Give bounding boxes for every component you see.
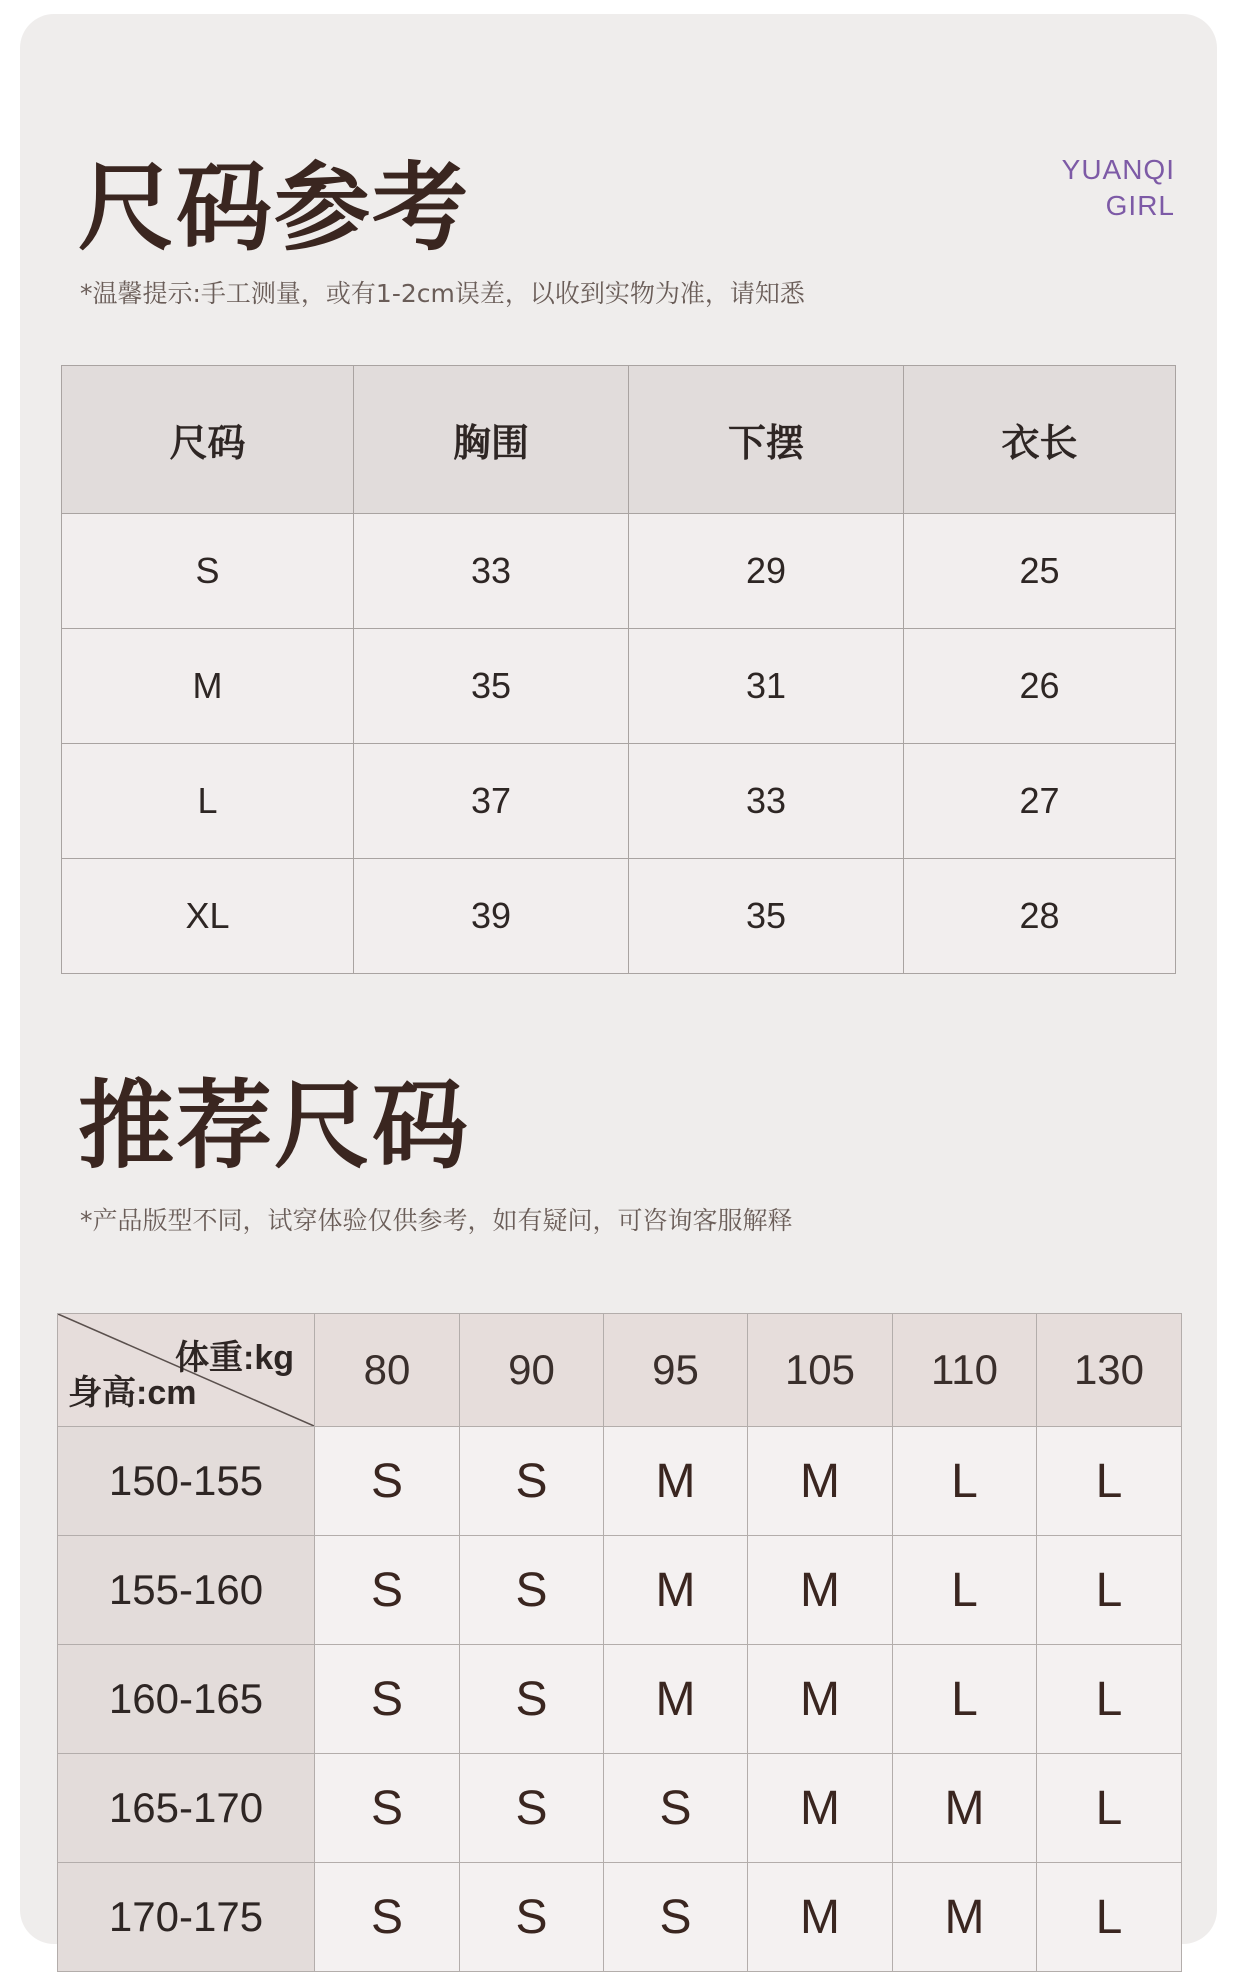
recommended-size-cell: S [315,1754,460,1863]
chest-cell: 39 [354,859,629,974]
height-range-cell: 150-155 [58,1427,315,1536]
chest-cell: 35 [354,629,629,744]
size-cell: XL [62,859,354,974]
chest-col-header: 胸围 [354,366,629,514]
length-cell: 28 [904,859,1176,974]
height-axis-label: 身高:cm [68,1374,197,1412]
recommended-size-cell: L [1037,1427,1182,1536]
recommended-size-cell: M [604,1427,748,1536]
weight-header: 105 [748,1314,893,1427]
hem-cell: 33 [629,744,904,859]
chest-cell: 37 [354,744,629,859]
recommend-table [57,1313,1182,1972]
weight-axis-label: 体重:kg [175,1339,294,1377]
recommended-size-cell: S [460,1536,604,1645]
height-range-cell: 160-165 [58,1645,315,1754]
recommended-size-cell: S [315,1645,460,1754]
recommended-size-cell: M [893,1754,1037,1863]
recommended-size-cell: L [1037,1645,1182,1754]
recommend-table-row [58,1427,1182,1536]
length-cell: 25 [904,514,1176,629]
hem-cell: 35 [629,859,904,974]
recommend-table-row [58,1863,1182,1972]
recommend-table-row [58,1754,1182,1863]
weight-header: 80 [315,1314,460,1427]
recommended-size-cell: L [1037,1863,1182,1972]
recommend-size-title: 推荐尺码 [78,1070,470,1182]
recommended-size-cell: L [893,1645,1037,1754]
recommended-size-cell: S [604,1754,748,1863]
size-col-header: 尺码 [62,366,354,514]
weight-header: 90 [460,1314,604,1427]
corner-cell [58,1314,315,1427]
size-reference-title: 尺码参考 [78,152,470,264]
recommended-size-cell: S [604,1863,748,1972]
hem-col-header: 下摆 [629,366,904,514]
recommended-size-cell: S [460,1427,604,1536]
weight-header: 95 [604,1314,748,1427]
length-col-header: 衣长 [904,366,1176,514]
recommended-size-cell: M [748,1754,893,1863]
size-table [61,365,1176,974]
brand-logo [1062,152,1175,224]
hem-cell: 31 [629,629,904,744]
chest-cell: 33 [354,514,629,629]
recommended-size-cell: M [748,1645,893,1754]
size-table-row [62,859,1176,974]
length-cell: 26 [904,629,1176,744]
recommended-size-cell: M [604,1536,748,1645]
recommended-size-cell: L [893,1536,1037,1645]
size-table-row [62,744,1176,859]
weight-header: 110 [893,1314,1037,1427]
weight-header: 130 [1037,1314,1182,1427]
recommended-size-cell: S [460,1863,604,1972]
brand-line-1: YUANQI [1061,154,1175,185]
recommended-size-cell: L [1037,1754,1182,1863]
recommended-size-cell: M [604,1645,748,1754]
recommended-size-cell: M [748,1863,893,1972]
recommended-size-cell: S [315,1427,460,1536]
size-table-row [62,629,1176,744]
recommended-size-cell: S [460,1645,604,1754]
size-cell: L [62,744,354,859]
length-cell: 27 [904,744,1176,859]
recommended-size-cell: S [460,1754,604,1863]
size-cell: S [62,514,354,629]
size-table-row [62,514,1176,629]
height-range-cell: 155-160 [58,1536,315,1645]
recommend-table-row [58,1536,1182,1645]
recommended-size-cell: L [1037,1536,1182,1645]
recommended-size-cell: M [748,1536,893,1645]
size-table-header-row [62,366,1176,514]
recommended-size-cell: M [748,1427,893,1536]
recommended-size-cell: L [893,1427,1037,1536]
recommend-table-header-row [58,1314,1182,1427]
recommend-size-note: *产品版型不同，试穿体验仅供参考，如有疑问，可咨询客服解释 [80,1206,793,1235]
hem-cell: 29 [629,514,904,629]
size-reference-note: *温馨提示:手工测量，或有1-2cm误差，以收到实物为准，请知悉 [80,279,805,308]
size-cell: M [62,629,354,744]
recommended-size-cell: S [315,1536,460,1645]
height-range-cell: 170-175 [58,1863,315,1972]
height-range-cell: 165-170 [58,1754,315,1863]
recommend-table-row [58,1645,1182,1754]
brand-line-2: GIRL [1105,190,1175,221]
recommended-size-cell: S [315,1863,460,1972]
recommended-size-cell: M [893,1863,1037,1972]
